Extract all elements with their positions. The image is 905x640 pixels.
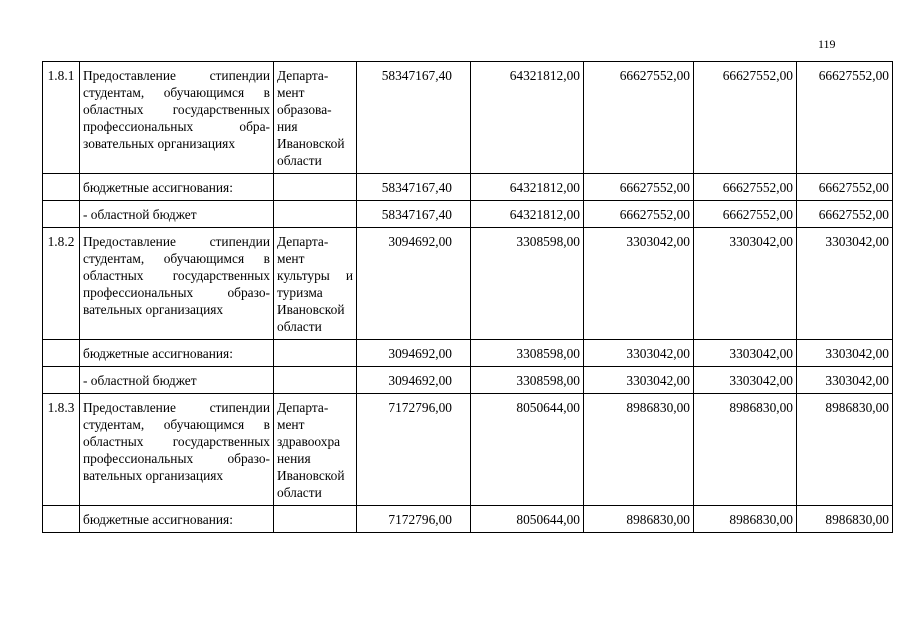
amount-cell: 8986830,00 (797, 506, 893, 533)
row-number-cell (43, 367, 80, 394)
executor-cell (274, 174, 357, 201)
item-name-cell: Предоставление стипендии студентам, обучающимся в областных государственных профессиональных образо-вательных организациях (80, 228, 274, 340)
amount-cell: 3303042,00 (584, 367, 694, 394)
table-row (43, 62, 893, 174)
amount-cell: 3094692,00 (357, 228, 471, 340)
item-name-cell: - областной бюджет (80, 367, 274, 394)
amount-cell: 7172796,00 (357, 506, 471, 533)
executor-line: мент (277, 85, 305, 100)
item-name-cell: Предоставление стипендии студентам, обучающимся в областных государственных профессиональных обра-зовательных организациях (80, 62, 274, 174)
executor-line: нения (277, 451, 311, 466)
amount-cell: 58347167,40 (357, 201, 471, 228)
amount-cell: 58347167,40 (357, 174, 471, 201)
executor-cell (274, 62, 357, 174)
amount-cell: 64321812,00 (471, 62, 584, 174)
table-body (43, 62, 893, 533)
executor-cell (274, 367, 357, 394)
executor-cell (274, 506, 357, 533)
table-row (43, 228, 893, 340)
item-name-cell: бюджетные ассигнования: (80, 506, 274, 533)
executor-cell (274, 228, 357, 340)
amount-cell: 3308598,00 (471, 340, 584, 367)
amount-cell: 66627552,00 (694, 62, 797, 174)
executor-line: области (277, 319, 322, 334)
executor-cell (274, 201, 357, 228)
table-row (43, 201, 893, 228)
amount-cell: 64321812,00 (471, 201, 584, 228)
executor-line: области (277, 153, 322, 168)
amount-cell: 3303042,00 (694, 340, 797, 367)
amount-cell: 3094692,00 (357, 340, 471, 367)
row-number-cell (43, 174, 80, 201)
amount-cell: 8986830,00 (584, 506, 694, 533)
table-row (43, 394, 893, 506)
amount-cell: 58347167,40 (357, 62, 471, 174)
item-name-cell: бюджетные ассигнования: (80, 174, 274, 201)
amount-cell: 3303042,00 (797, 228, 893, 340)
row-number-cell: 1.8.1 (43, 62, 80, 174)
item-name-cell: бюджетные ассигнования: (80, 340, 274, 367)
executor-cell (274, 340, 357, 367)
executor-line: Ивановской (277, 468, 345, 483)
amount-cell: 3303042,00 (694, 228, 797, 340)
executor-line: области (277, 485, 322, 500)
table-row (43, 174, 893, 201)
amount-cell: 66627552,00 (797, 174, 893, 201)
executor-line: культуры и (277, 268, 353, 283)
item-name-cell: Предоставление стипендии студентам, обучающимся в областных государственных профессиональных образо-вательных организациях (80, 394, 274, 506)
table-row (43, 506, 893, 533)
executor-line: мент (277, 417, 305, 432)
amount-cell: 66627552,00 (584, 201, 694, 228)
amount-cell: 66627552,00 (797, 62, 893, 174)
amount-cell: 3303042,00 (797, 340, 893, 367)
executor-line: туризма (277, 285, 323, 300)
amount-cell: 3303042,00 (797, 367, 893, 394)
amount-cell: 8986830,00 (584, 394, 694, 506)
executor-line: Ивановской (277, 302, 345, 317)
row-number-cell: 1.8.3 (43, 394, 80, 506)
amount-cell: 3303042,00 (584, 228, 694, 340)
page-number: 119 (818, 37, 836, 51)
row-number-cell (43, 506, 80, 533)
amount-cell: 66627552,00 (584, 62, 694, 174)
amount-cell: 66627552,00 (584, 174, 694, 201)
executor-line: мент (277, 251, 305, 266)
amount-cell: 66627552,00 (797, 201, 893, 228)
amount-cell: 8986830,00 (694, 394, 797, 506)
amount-cell: 3094692,00 (357, 367, 471, 394)
executor-line: Департа- (277, 68, 329, 83)
row-number-cell (43, 340, 80, 367)
amount-cell: 7172796,00 (357, 394, 471, 506)
amount-cell: 3303042,00 (584, 340, 694, 367)
row-number-cell (43, 201, 80, 228)
amount-cell: 3308598,00 (471, 367, 584, 394)
amount-cell: 3308598,00 (471, 228, 584, 340)
table-row (43, 367, 893, 394)
amount-cell: 66627552,00 (694, 201, 797, 228)
executor-line: образова- (277, 102, 332, 117)
executor-line: ния (277, 119, 298, 134)
amount-cell: 64321812,00 (471, 174, 584, 201)
amount-cell: 8986830,00 (694, 506, 797, 533)
amount-cell: 8050644,00 (471, 394, 584, 506)
executor-line: здравоохра (277, 434, 341, 449)
amount-cell: 3303042,00 (694, 367, 797, 394)
row-number-cell: 1.8.2 (43, 228, 80, 340)
amount-cell: 66627552,00 (694, 174, 797, 201)
executor-line: Департа- (277, 400, 329, 415)
item-name-cell: - областной бюджет (80, 201, 274, 228)
executor-cell (274, 394, 357, 506)
budget-table (42, 61, 893, 533)
executor-line: Ивановской (277, 136, 345, 151)
executor-line: Департа- (277, 234, 329, 249)
table-row (43, 340, 893, 367)
amount-cell: 8986830,00 (797, 394, 893, 506)
amount-cell: 8050644,00 (471, 506, 584, 533)
